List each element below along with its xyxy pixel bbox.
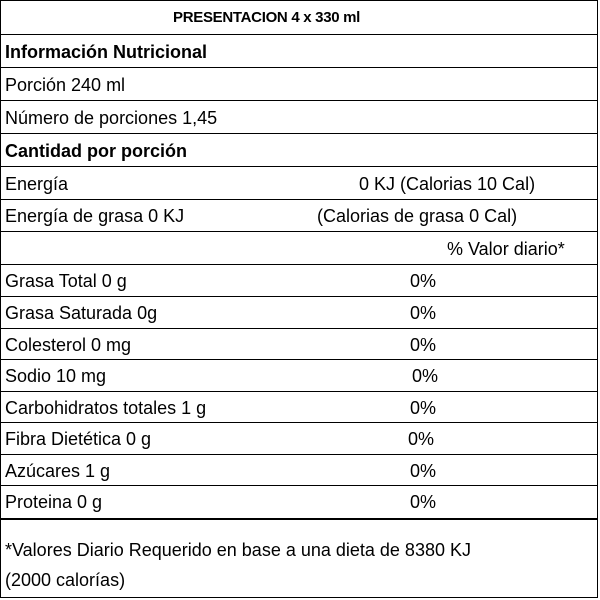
nutrient-name: Proteina 0 g: [5, 492, 103, 512]
energy-fat-row: [1, 200, 597, 232]
dv-header-row: [1, 232, 597, 265]
nutrient-row-grasa-total: [1, 265, 597, 297]
nutrient-name: Grasa Saturada 0g: [5, 303, 158, 323]
nutrient-dv: 0%: [410, 271, 437, 291]
nutrient-dv: 0%: [410, 398, 437, 418]
amount-heading: Cantidad por porción: [5, 141, 187, 161]
nutrient-row-fibra: [1, 423, 597, 455]
nutrient-name: Azúcares 1 g: [5, 461, 111, 481]
nutrient-dv: 0%: [408, 429, 435, 449]
energy-fat-label: Energía de grasa 0 KJ: [5, 206, 185, 226]
energy-row: [1, 167, 597, 200]
nutrient-row-azucares: [1, 455, 597, 486]
footnote-line-1: *Valores Diario Requerido en base a una dieta de 8380 KJ: [5, 540, 471, 560]
nutrient-dv: 0%: [410, 492, 437, 512]
serving-size: Porción 240 ml: [5, 75, 126, 95]
nutrient-dv: 0%: [412, 366, 439, 386]
presentation-title: PRESENTACION 4 x 330 ml: [173, 9, 361, 26]
nutrient-dv: 0%: [410, 461, 437, 481]
nutrient-dv: 0%: [410, 303, 437, 323]
servings-count-row: [1, 101, 597, 134]
nutrient-row-carbohidratos: [1, 392, 597, 423]
nutrient-row-colesterol: [1, 329, 597, 360]
presentation-row: [1, 1, 597, 35]
nutrient-row-grasa-saturada: [1, 297, 597, 329]
nutrient-name: Sodio 10 mg: [5, 366, 107, 386]
info-heading-row: [1, 35, 597, 68]
nutrient-row-proteina: [1, 486, 597, 520]
dv-header: % Valor diario*: [447, 239, 565, 259]
nutrient-name: Carbohidratos totales 1 g: [5, 398, 207, 418]
serving-row: [1, 68, 597, 101]
servings-count: Número de porciones 1,45: [5, 108, 218, 128]
energy-fat-value: (Calorias de grasa 0 Cal): [317, 206, 518, 226]
energy-label: Energía: [5, 174, 69, 194]
nutrient-name: Grasa Total 0 g: [5, 271, 127, 291]
amount-heading-row: [1, 134, 597, 167]
energy-value: 0 KJ (Calorias 10 Cal): [359, 174, 536, 194]
nutrient-row-sodio: [1, 360, 597, 392]
footnote-row: [1, 520, 597, 597]
nutrient-dv: 0%: [410, 335, 437, 355]
footnote-line-2: (2000 calorías): [5, 570, 126, 590]
nutrient-name: Colesterol 0 mg: [5, 335, 132, 355]
info-heading: Información Nutricional: [5, 42, 208, 62]
nutrient-name: Fibra Dietética 0 g: [5, 429, 152, 449]
